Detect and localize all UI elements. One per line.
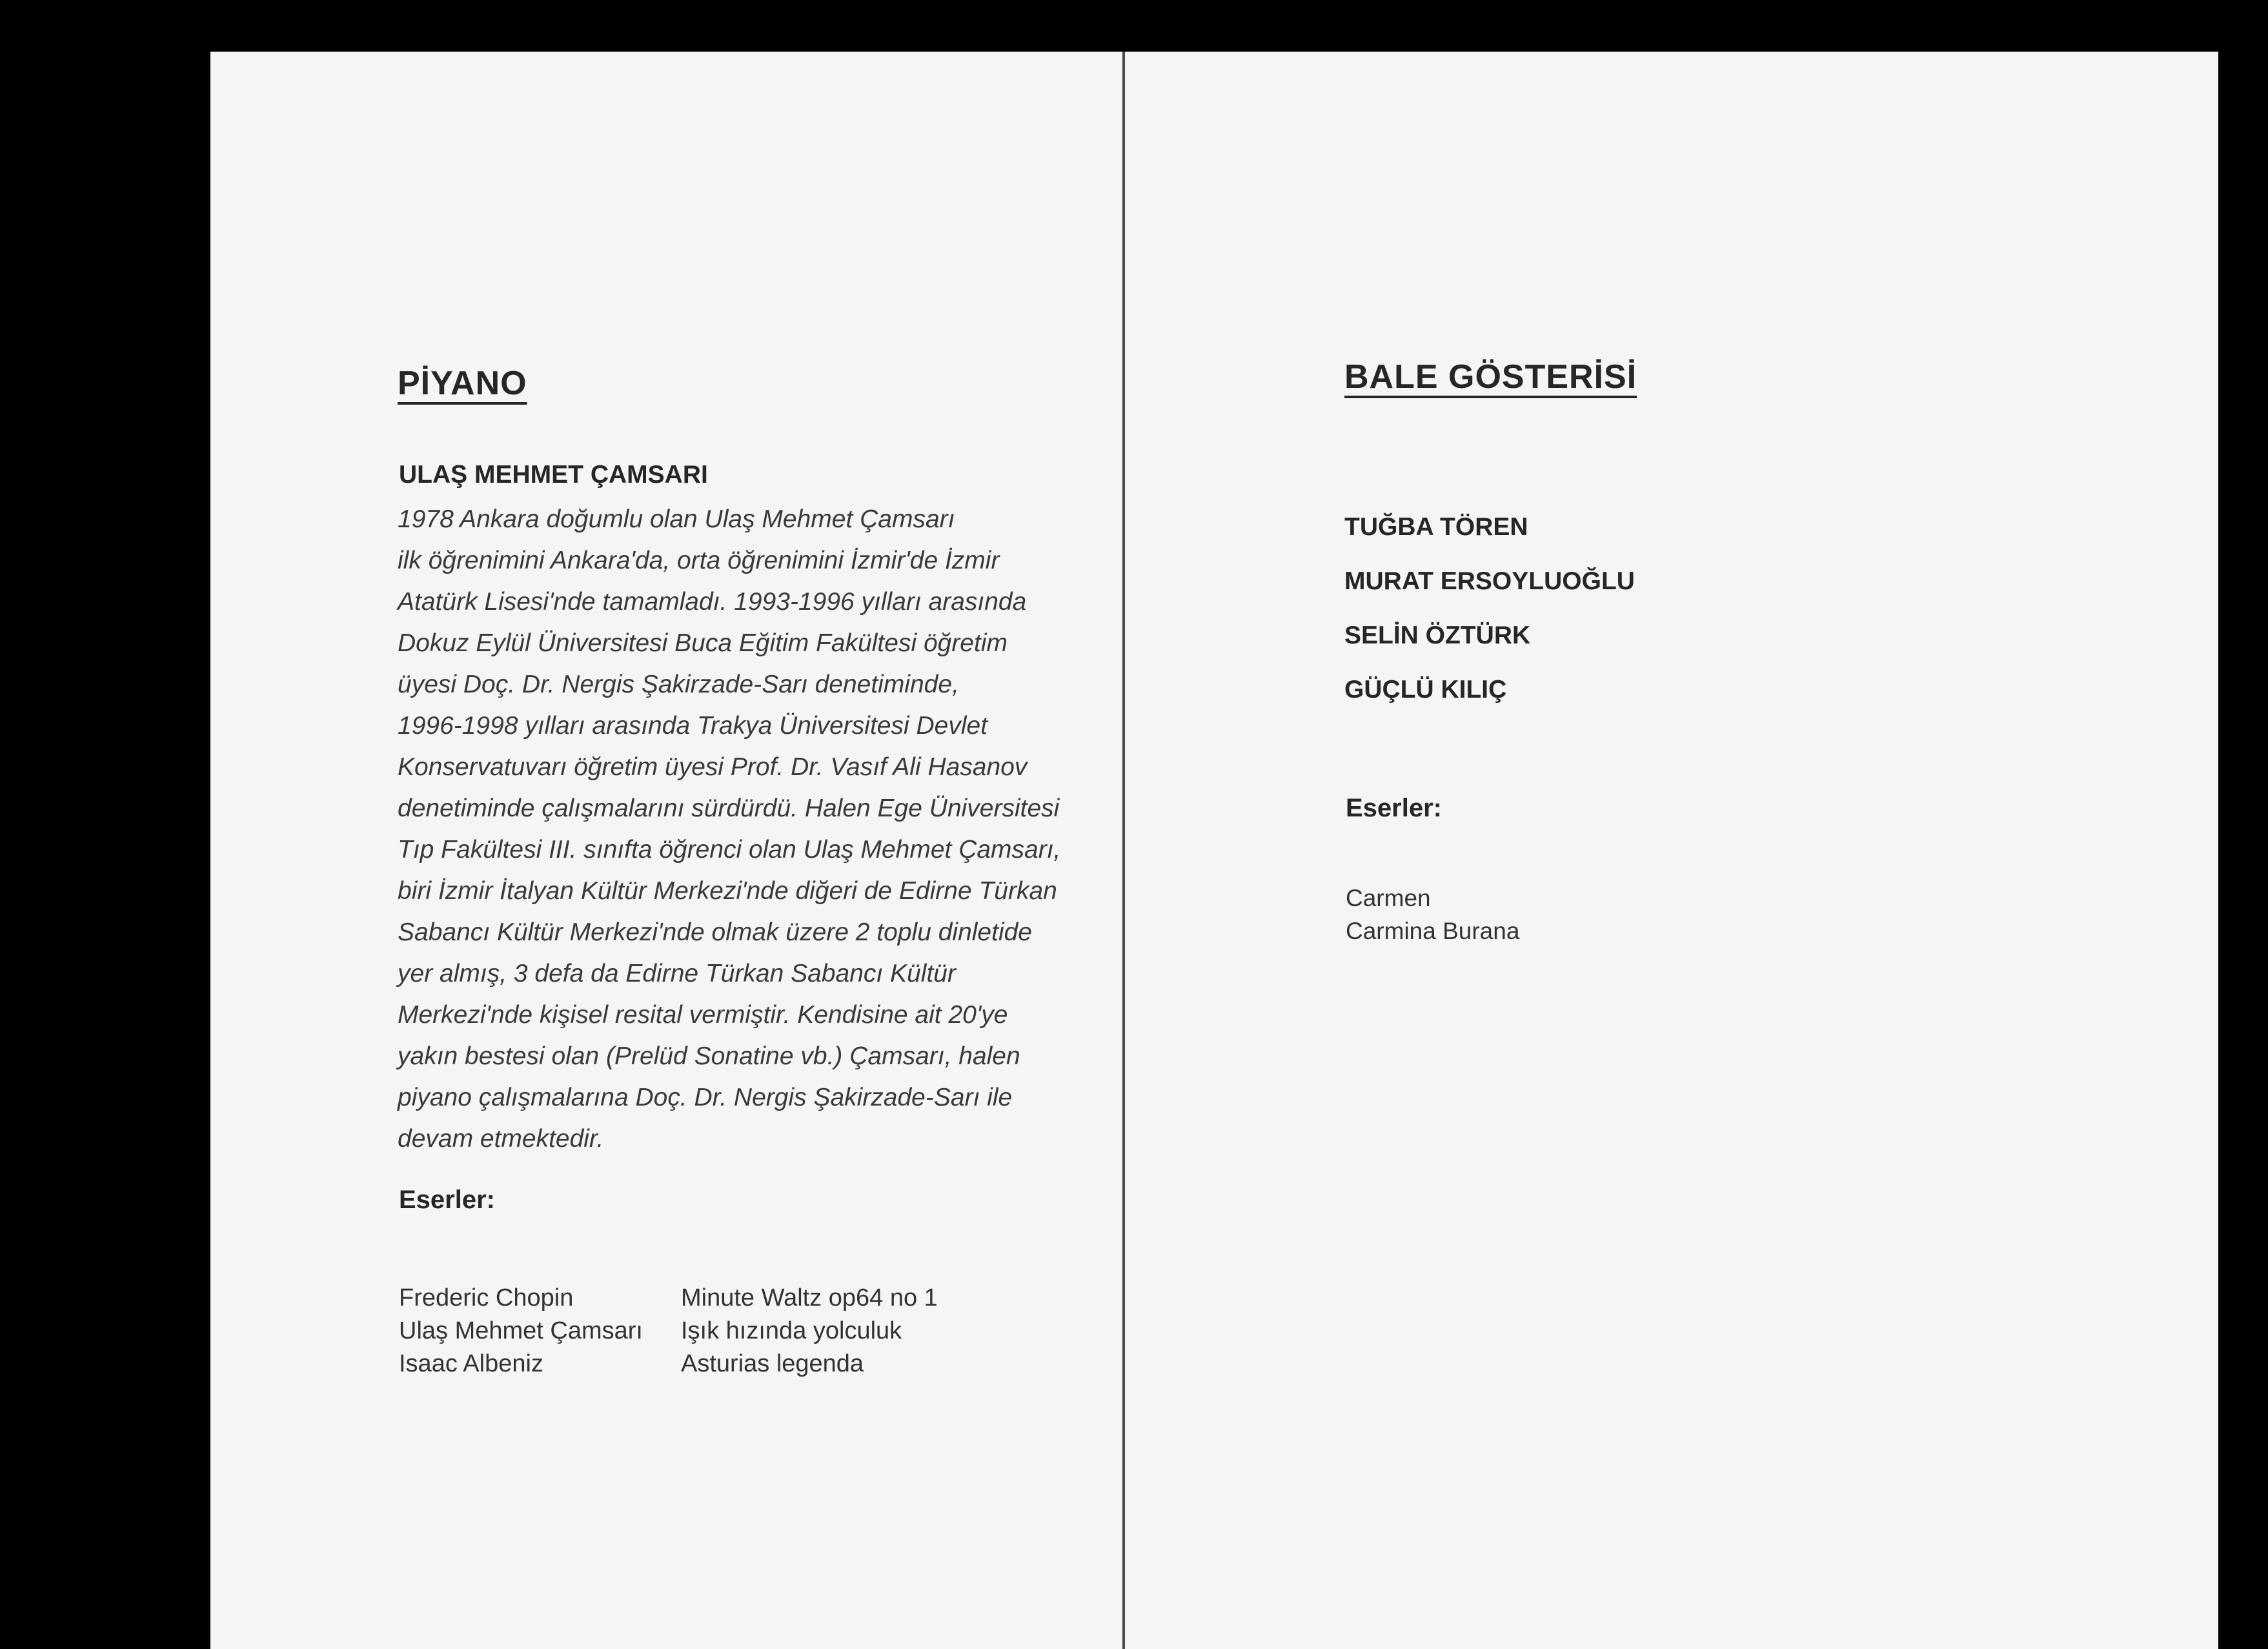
bio-line: yakın bestesi olan (Prelüd Sonatine vb.) Çamsarı, halen: [398, 1042, 1020, 1070]
piece-title: Minute Waltz op64 no 1: [681, 1284, 938, 1311]
dancer-name: SELİN ÖZTÜRK: [1344, 622, 1531, 649]
composer-name: Isaac Albeniz: [399, 1350, 543, 1377]
bio-line: 1978 Ankara doğumlu olan Ulaş Mehmet Çamsarı: [398, 505, 955, 533]
piece-title: Işık hızında yolculuk: [681, 1317, 902, 1344]
bio-line: Atatürk Lisesi'nde tamamladı. 1993-1996 yılları arasında: [398, 588, 1027, 616]
composer-name: Ulaş Mehmet Çamsarı: [399, 1317, 643, 1344]
piano-page: [210, 52, 1122, 1649]
composer-name: Frederic Chopin: [399, 1284, 574, 1311]
bio-line: Merkezi'nde kişisel resital vermiştir. Kendisine ait 20'ye: [398, 1001, 1008, 1029]
dancer-name: MURAT ERSOYLUOĞLU: [1344, 567, 1635, 595]
bio-line: Konservatuvarı öğretim üyesi Prof. Dr. Vasıf Ali Hasanov: [398, 753, 1028, 781]
section-title-piano: PİYANO: [398, 365, 527, 402]
ballet-work: Carmen: [1346, 885, 1431, 911]
ballet-page: [1125, 52, 2218, 1649]
bio-line: yer almış, 3 defa da Edirne Türkan Sabancı Kültür: [398, 960, 956, 987]
program-spread: [210, 52, 2218, 1649]
bio-line: 1996-1998 yılları arasında Trakya Üniversitesi Devlet: [398, 712, 988, 740]
bio-line: biri İzmir İtalyan Kültür Merkezi'nde diğeri de Edirne Türkan: [398, 877, 1057, 905]
bio-line: devam etmektedir.: [398, 1125, 604, 1153]
ballet-work: Carmina Burana: [1346, 918, 1520, 944]
dancer-name: TUĞBA TÖREN: [1344, 513, 1528, 541]
dancer-list: [1344, 500, 1635, 717]
bio-line: Dokuz Eylül Üniversitesi Buca Eğitim Fakültesi öğretim: [398, 629, 1007, 657]
bio-line: ilk öğrenimini Ankara'da, orta öğrenimini İzmir'de İzmir: [398, 547, 1000, 574]
piano-works-heading: Eserler:: [399, 1186, 495, 1214]
bio-line: Tıp Fakültesi III. sınıfta öğrenci olan Ulaş Mehmet Çamsarı,: [398, 836, 1061, 864]
ballet-works-heading: Eserler:: [1346, 794, 1442, 822]
bio-line: denetiminde çalışmalarını sürdürdü. Halen Ege Üniversitesi: [398, 794, 1060, 822]
performer-bio: [398, 499, 1060, 1160]
bio-line: üyesi Doç. Dr. Nergis Şakirzade-Sarı denetiminde,: [398, 671, 959, 698]
piano-works-composers: [399, 1282, 643, 1381]
bio-line: piyano çalışmalarına Doç. Dr. Nergis Şakirzade-Sarı ile: [398, 1084, 1013, 1111]
bio-line: Sabancı Kültür Merkezi'nde olmak üzere 2 toplu dinletide: [398, 918, 1032, 946]
piano-works-pieces: [681, 1282, 938, 1381]
dancer-name: GÜÇLÜ KILIÇ: [1344, 676, 1507, 703]
ballet-works-list: [1346, 882, 1519, 947]
performer-name: ULAŞ MEHMET ÇAMSARI: [399, 461, 708, 489]
piece-title: Asturias legenda: [681, 1350, 864, 1377]
section-title-ballet: BALE GÖSTERİSİ: [1344, 358, 1637, 396]
